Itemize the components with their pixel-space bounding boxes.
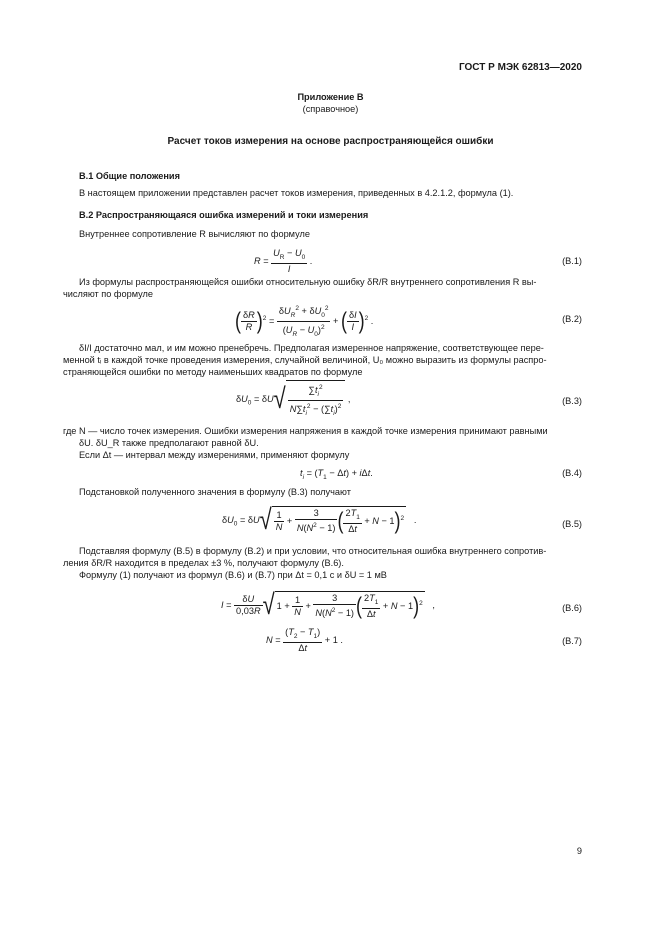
paragraph-points-a: где N — число точек измерения. Ошибки измерения напряжения в каждой точке измерения принимают равными: [63, 426, 548, 436]
appendix-title: Приложение В: [297, 92, 364, 102]
paragraph-current-error-c: страняющейся ошибки по методу наименьших квадратов по формуле: [63, 367, 363, 377]
paragraph-relative-error-a: Из формулы распространяющейся ошибки относительную ошибку δR/R внутреннего сопротивления R вы-: [79, 277, 537, 287]
paragraph-conditions-a: Подставляя формулу (В.5) в формулу (В.2) и при условии, что относительная ошибка внутреннего сопротив-: [79, 546, 547, 556]
section-1-heading: В.1 Общие положения: [79, 171, 180, 181]
main-title: Расчет токов измерения на основе распространяющейся ошибки: [167, 136, 494, 147]
equation-b4-number: (В.4): [562, 468, 582, 478]
equation-b7-number: (В.7): [562, 636, 582, 646]
paragraph-relative-error-b: числяют по формуле: [63, 289, 153, 299]
paragraph-current-error-a: δI/I достаточно мал, и им можно пренебречь. Предполагая измеренное напряжение, соответствующее пере-: [79, 343, 544, 353]
paragraph-conditions-c: Формулу (1) получают из формул (В.6) и (В.7) при Δt = 0,1 с и δU = 1 мВ: [79, 570, 387, 580]
equation-b6: I = $\frac{\delta U}{0,03R}$ √ 1 + $\frac{1}{N}$ + $\frac{3}{N(N^2 - 1)}$ ( $\frac{2T_1}{\Delta t}$ + N − 1)$^2$ ,: [221, 588, 435, 622]
equation-b2: ( $\frac{\delta R}{R}$ )$^2$ = $\frac{\delta U_R^2 + \delta U_0^2}{(U_R - U_0)^2}$ + ( $\frac{\delta I}{I}$ )$^2$ .: [235, 305, 374, 338]
equation-b4: $t_i = (T_1 - \Delta t) + i\Delta t$.: [300, 468, 373, 481]
section-2-heading: В.2 Распространяющаяся ошибка измерений и токи измерения: [79, 210, 369, 220]
paragraph-points-b: δU. δU_R также предполагают равной δU.: [79, 438, 259, 448]
paragraph-current-error-b: менной tᵢ в каждой точке проведения измерения, случайной величиной, U₀ можно выразить из формулы распро-: [63, 355, 547, 365]
document-standard-code: ГОСТ Р МЭК 62813—2020: [458, 62, 582, 73]
equation-b1-number: (В.1): [562, 256, 582, 266]
equation-b7: N = $\frac{(T_2 - T_1)}{\Delta t}$ + 1 .: [266, 627, 343, 653]
section-1-text: В настоящем приложении представлен расчет токов измерения, приведенных в 4.2.1.2, формула (1).: [79, 188, 514, 198]
equation-b3: $\delta U_0 = \delta U√$ $\frac{\sum t_i^2}{N\sum t_i^2 - (\sum t_i)^2}$ ,: [236, 380, 350, 419]
paragraph-conditions-b: ления δR/R находится в пределах ±3 %, получают формулу (В.6).: [63, 558, 344, 568]
equation-b2-number: (В.2): [562, 314, 582, 324]
page-number: 9: [576, 846, 582, 856]
paragraph-substitution: Подстановкой полученного значения в формулу (В.3) получают: [79, 487, 351, 497]
equation-b6-number: (В.6): [562, 603, 582, 613]
equation-b5: $\delta U_0 = \delta U√$ $\frac{1}{N}$ + $\frac{3}{N(N^2 - 1)}$ ( $\frac{2T_1}{\Delta t}$ + N − 1)$^2$ .: [222, 503, 417, 537]
paragraph-resistance-intro: Внутреннее сопротивление R вычисляют по формуле: [79, 229, 310, 239]
paragraph-points-c: Если Δt — интервал между измерениями, применяют формулу: [79, 450, 350, 460]
equation-b1: R = $\frac{U_R - U_0}{I}$ .: [254, 248, 313, 274]
equation-b5-number: (В.5): [562, 519, 582, 529]
appendix-subtitle: (справочное): [302, 104, 359, 114]
equation-b3-number: (В.3): [562, 396, 582, 406]
